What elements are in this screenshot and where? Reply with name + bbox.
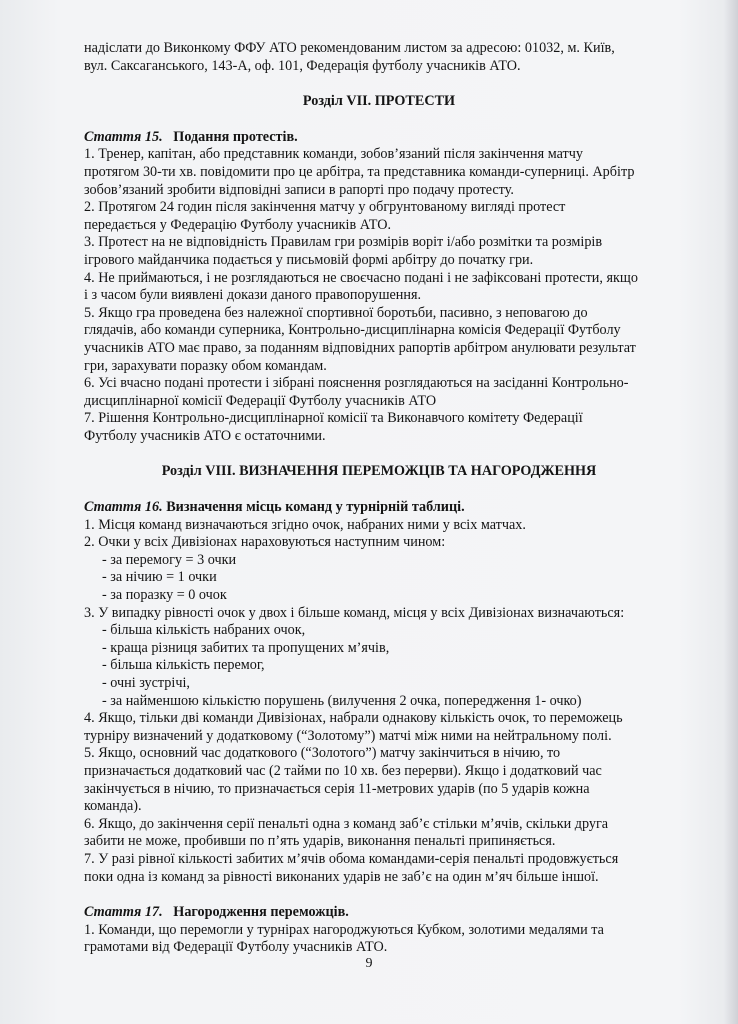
article-16-title: Визначення місць команд у турнірній таблиці. [166, 499, 465, 516]
article-17-title: Нагородження переможців. [173, 904, 349, 921]
article-15-label: Стаття 15. [84, 128, 163, 145]
body-line: - за нічию = 1 очки [102, 569, 217, 586]
body-line: турніру визначений у додатковому (“Золотому”) матчі між ними на нейтральному полі. [84, 727, 612, 744]
article-17-body [84, 922, 674, 957]
article-15-title: Подання протестів. [173, 128, 298, 145]
scan-edge-shadow [724, 0, 738, 1024]
intro-line: надіслати до Виконкому ФФУ АТО рекомендованим листом за адресою: 01032, м. Київ, [84, 40, 615, 56]
article-17-label: Стаття 17. [84, 904, 163, 921]
body-line: зобов’язаний зробити відповідні записи в рапорті про подачу протесту. [84, 181, 514, 198]
body-line: 7. У разі рівної кількості забитих м’ячів обома командами-серія пенальті продовжується [84, 850, 619, 867]
body-line: 3. У випадку рівності очок у двох і більше команд, місця у всіх Дивізіонах визначаються: [84, 604, 625, 621]
body-line: - за поразку = 0 очок [102, 587, 227, 604]
body-line: грамотами від Федерації Футболу учасників АТО. [84, 939, 388, 956]
article-15-body [84, 146, 674, 445]
article-16-body [84, 517, 674, 886]
body-line: - більша кількість набраних очок, [102, 622, 306, 639]
body-line: - за перемогу = 3 очки [102, 551, 237, 568]
body-line: 1. Команди, що перемогли у турнірах нагороджуються Кубком, золотими медалями та [84, 921, 604, 938]
body-line: - більша кількість перемог, [102, 657, 265, 674]
body-line: - за найменшою кількістю порушень (вилучення 2 очка, попередження 1- очко) [102, 692, 582, 709]
body-line: 1. Місця команд визначаються згідно очок, набраних ними у всіх матчах. [84, 516, 526, 533]
body-line: призначається додатковий час (2 тайми по 10 хв. без перерви). Якщо і додатковий час [84, 762, 602, 779]
body-line: 5. Якщо гра проведена без належної спортивної боротьби, пасивно, з неповагою до [84, 304, 588, 321]
body-line: команда). [84, 798, 142, 815]
body-line: - очні зустрічі, [102, 675, 190, 691]
body-line: 1. Тренер, капітан, або представник команди, зобов’язаний після закінчення матчу [84, 146, 583, 163]
body-line: дисциплінарної комісії Федерації Футболу учасників АТО [84, 392, 437, 409]
body-line: забити не може, пробивши по п’ять ударів, виконання пенальті припиняється. [84, 833, 556, 850]
page-number: 9 [365, 956, 373, 971]
body-line: гри, зарахувати поразку обом командам. [84, 357, 327, 374]
body-line: поки одна із команд за рівності виконаних ударів не заб’є на один м’яч більше іншої. [84, 868, 599, 885]
article-17-heading [84, 904, 674, 922]
body-line: 6. Усі вчасно подані протести і зібрані пояснення розглядаються на засіданні Контрольно- [84, 375, 629, 392]
intro-line: вул. Саксаганського, 143-А, оф. 101, Федерація футболу учасників АТО. [84, 57, 521, 74]
page-content [84, 40, 674, 957]
body-line: передається у Федерацію Футболу учасників АТО. [84, 216, 391, 233]
article-16-label: Стаття 16. [84, 499, 163, 516]
body-line: 5. Якщо, основний час додаткового (“Золотого”) матчу закінчиться в нічию, то [84, 745, 561, 762]
body-line: ігрового майданчика подається у письмовій формі арбітру до початку гри. [84, 251, 534, 268]
intro-block [84, 40, 674, 75]
body-line: протягом 30-ти хв. повідомити про це арбітра, та представника команди-суперниці. Арбітр [84, 163, 635, 180]
section-7-title: Розділ VII. ПРОТЕСТИ [302, 93, 456, 110]
body-line: 6. Якщо, до закінчення серії пенальті одна з команд заб’є стільки м’ячів, скільки друга [84, 815, 609, 832]
body-line: 2. Очки у всіх Дивізіонах нараховуються наступним чином: [84, 534, 446, 551]
article-16-heading [84, 499, 674, 517]
body-line: Футболу учасників АТО є остаточними. [84, 427, 326, 444]
body-line: 2. Протягом 24 годин після закінчення матчу у обгрунтованому вигляді протест [84, 199, 566, 216]
article-15-heading [84, 129, 674, 147]
body-line: 4. Не приймаються, і не розглядаються не своєчасно подані і не зафіксовані протести, якщо [84, 269, 638, 286]
section-8-title: Розділ VIII. ВИЗНАЧЕННЯ ПЕРЕМОЖЦІВ ТА НАГОРОДЖЕННЯ [161, 463, 597, 480]
body-line: і з часом були виявлені докази даного правопорушення. [84, 287, 422, 304]
body-line: закінчується в нічию, то призначається серія 11-метрових ударів (по 5 ударів кожна [84, 780, 590, 797]
body-line: 4. Якщо, тільки дві команди Дивізіонах, набрали однакову кількість очок, то переможець [84, 710, 623, 727]
body-line: 7. Рішення Контрольно-дисциплінарної комісії та Виконавчого комітету Федерації [84, 410, 583, 427]
body-line: учасників АТО має право, за поданням відповідних рапортів арбітром анулювати результат [84, 339, 636, 356]
body-line: - краща різниця забитих та пропущених м’ячів, [102, 639, 390, 656]
body-line: 3. Протест на не відповідність Правилам гри розмірів воріт і/або розмітки та розмірів [84, 234, 603, 251]
body-line: глядачів, або команди суперника, Контрольно-дисциплінарна комісія Федерації Футболу [84, 322, 621, 339]
